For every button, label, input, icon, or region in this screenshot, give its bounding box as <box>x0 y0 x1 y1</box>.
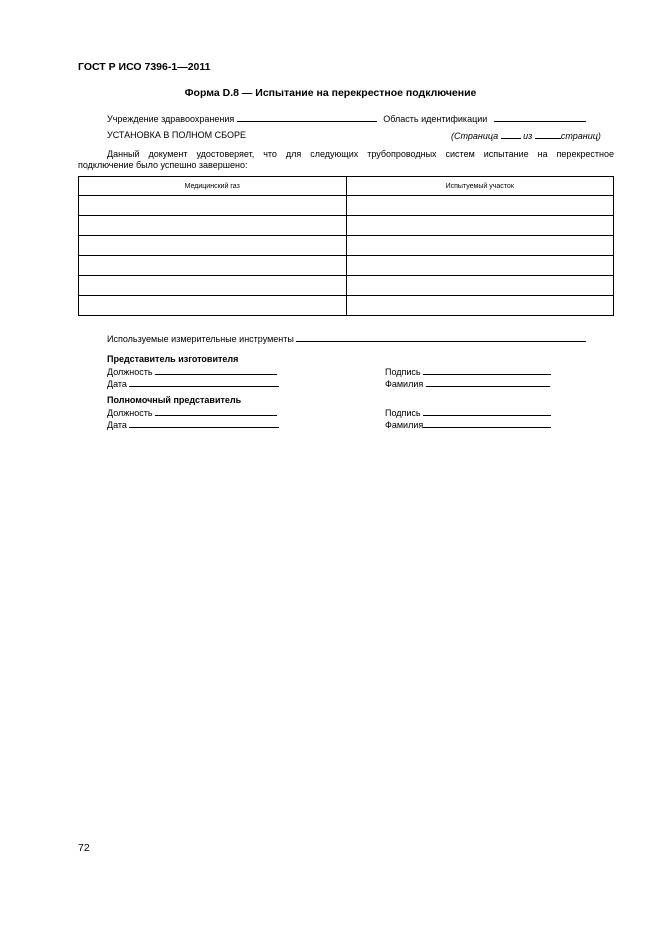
table-cell[interactable] <box>79 236 347 256</box>
table-cell[interactable] <box>346 296 614 316</box>
table-cell[interactable] <box>79 276 347 296</box>
manufacturer-position-row <box>107 366 277 377</box>
table-row <box>79 256 614 276</box>
surname-label: Фамилия <box>385 379 424 389</box>
signature-label: Подпись <box>385 367 421 377</box>
manufacturer-surname-field[interactable] <box>426 378 550 387</box>
date-label: Дата <box>107 379 127 389</box>
manufacturer-surname-row <box>385 378 550 389</box>
table-cell[interactable] <box>346 276 614 296</box>
authorized-position-field[interactable] <box>155 407 277 416</box>
position-label: Должность <box>107 367 153 377</box>
table-cell[interactable] <box>79 196 347 216</box>
table-cell[interactable] <box>346 196 614 216</box>
column-header-test-section: Испытуемый участок <box>346 177 614 196</box>
institution-field[interactable] <box>237 113 377 122</box>
authorized-signature-field[interactable] <box>423 407 551 416</box>
table-cell[interactable] <box>346 236 614 256</box>
institution-row <box>107 113 586 124</box>
table-cell[interactable] <box>346 256 614 276</box>
position-label: Должность <box>107 408 153 418</box>
column-header-medical-gas: Медицинский газ <box>79 177 347 196</box>
page-suffix: страниц) <box>560 131 601 141</box>
page-prefix: (Страница <box>451 131 499 141</box>
manufacturer-date-field[interactable] <box>129 378 279 387</box>
page-total-field[interactable] <box>535 130 561 139</box>
identification-label: Область идентификации <box>383 114 488 124</box>
table-cell[interactable] <box>79 256 347 276</box>
installation-label: УСТАНОВКА В ПОЛНОМ СБОРЕ <box>107 130 246 140</box>
page-number: 72 <box>78 842 90 854</box>
authorized-surname-row <box>385 419 551 430</box>
instruments-label: Используемые измерительные инструменты <box>107 334 294 344</box>
table-row <box>79 216 614 236</box>
manufacturer-position-field[interactable] <box>155 366 277 375</box>
instruments-field[interactable] <box>296 333 586 342</box>
authorized-date-row <box>107 419 279 430</box>
instruments-row <box>107 333 586 344</box>
statement-line-1: Данный документ удостоверяет, что для следующих трубопроводных систем испытание на перекрестное <box>107 149 614 159</box>
table-cell[interactable] <box>79 216 347 236</box>
manufacturer-signature-row <box>385 366 551 377</box>
institution-label: Учреждение здравоохранения <box>107 114 235 124</box>
manufacturer-heading: Представитель изготовителя <box>107 354 239 364</box>
authorized-date-field[interactable] <box>129 419 279 428</box>
manufacturer-signature-field[interactable] <box>423 366 551 375</box>
authorized-position-row <box>107 407 277 418</box>
table-header-row <box>79 177 614 196</box>
page-current-field[interactable] <box>501 130 521 139</box>
document-header: ГОСТ Р ИСО 7396-1—2011 <box>78 61 211 73</box>
statement-line-2: подключение было успешно завершено: <box>78 160 248 170</box>
page-count-row <box>451 130 601 141</box>
manufacturer-date-row <box>107 378 279 389</box>
identification-field[interactable] <box>494 113 586 122</box>
gas-test-table <box>78 176 614 316</box>
authorized-signature-row <box>385 407 551 418</box>
table-row <box>79 276 614 296</box>
table-cell[interactable] <box>79 296 347 316</box>
table-row <box>79 196 614 216</box>
table-row <box>79 236 614 256</box>
authorized-heading: Полномочный представитель <box>107 395 242 405</box>
authorized-surname-field[interactable] <box>423 419 551 428</box>
table-row <box>79 296 614 316</box>
date-label: Дата <box>107 420 127 430</box>
surname-label: Фамилия <box>385 420 424 430</box>
signature-label: Подпись <box>385 408 421 418</box>
page-mid: из <box>523 131 533 141</box>
form-title: Форма D.8 — Испытание на перекрестное подключение <box>184 87 477 99</box>
table-cell[interactable] <box>346 216 614 236</box>
